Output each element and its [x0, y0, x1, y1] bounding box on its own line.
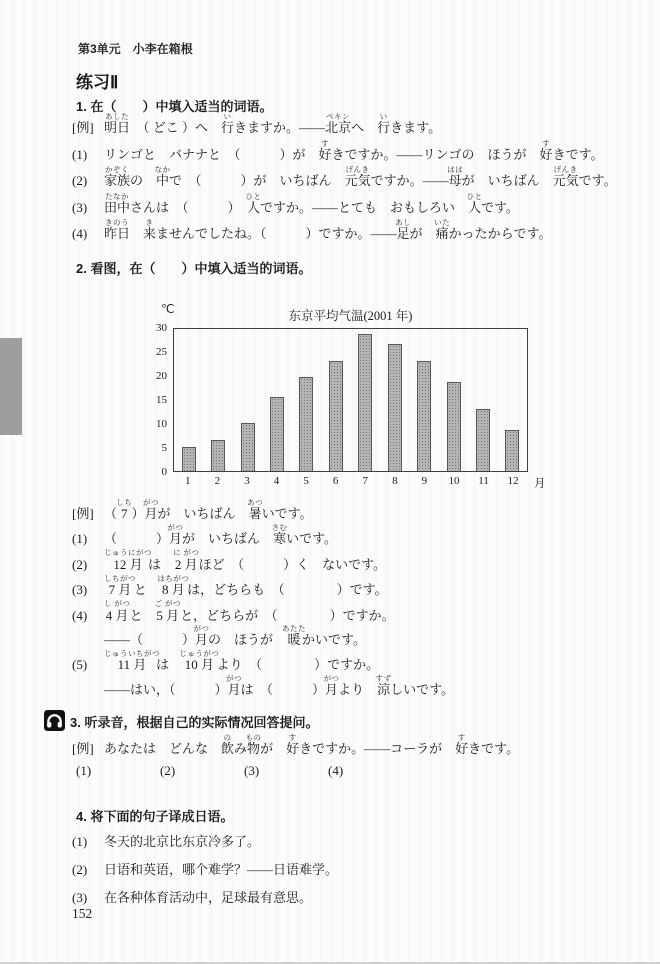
y-tick-label: 10 [156, 418, 167, 430]
bar-month-2 [211, 440, 225, 471]
chart-bar-slot [409, 329, 438, 471]
exercise-line: ——（ ）月がつの ほうが 暖あたたかいです。 [104, 623, 366, 647]
answer-slot: (1) [76, 763, 92, 778]
exercise4-lines [72, 828, 338, 912]
exercise-line: (2) 12 月じゅうにがつは 2 月に がつほど （ ）く ないです。 [72, 548, 454, 573]
chart-bar-slot [292, 329, 321, 471]
line-label: [例] [72, 120, 94, 135]
ruby-word: 7しち [116, 498, 133, 521]
ruby-word: 母はは [447, 165, 464, 188]
line-label: (2) [72, 862, 88, 877]
ruby-word: 来き [143, 218, 157, 241]
chart-title: 东京平均气温(2001 年) [288, 309, 413, 323]
exercise1-lines [72, 112, 617, 245]
exercise1-heading: 1. 在（ ）中填入适当的词语。 [76, 99, 273, 114]
ruby-word: 暖あたた [282, 623, 307, 647]
chart-plot [173, 328, 528, 472]
line-label: (5) [72, 657, 88, 673]
ruby-word: 4 月し がつ [104, 598, 131, 623]
ruby-word: 2 月に がつ [173, 548, 200, 573]
exercise-line: (4) 4 月し がつと 5 月ご がつと，どちらが （ ）ですか。 [72, 599, 454, 624]
exercise-line: [例] 明日あした （ どこ ）へ 行いきますか。——北京ペキンへ 行いきます。 [72, 112, 617, 139]
x-tick-label: 5 [303, 475, 309, 487]
ruby-word: 家族かぞく [104, 165, 131, 188]
line-label: (3) [72, 199, 88, 215]
exercise-line: (3) 在各种体育活动中，足球最有意思。 [72, 884, 338, 912]
bar-month-5 [299, 377, 313, 471]
ruby-word: 暑あつ [247, 498, 264, 521]
exercise-line: (2) 日语和英语，哪个难学？——日语难学。 [72, 856, 338, 884]
bar-month-4 [270, 397, 284, 471]
ruby-word: 好す [539, 138, 553, 162]
chart-bar-slot [351, 329, 380, 471]
ruby-word: 人ひと [245, 191, 262, 215]
ruby-word: 飲の [221, 733, 235, 756]
bar-month-3 [241, 423, 255, 471]
ruby-word: 昨日きのう [104, 218, 131, 241]
ruby-word: 月がつ [143, 498, 160, 521]
ruby-word: 涼すず [375, 674, 392, 698]
page-edge-tab [0, 338, 22, 435]
ruby-word: 足あし [395, 218, 412, 241]
chart-bar-slot [321, 329, 350, 471]
ruby-word: 物もの [245, 733, 262, 756]
chart-bar-slot [468, 329, 497, 471]
page-number: 152 [72, 906, 93, 921]
chart-bar-slot [380, 329, 409, 471]
answer-slot: (3) [244, 763, 260, 778]
answer-slot: (2) [160, 763, 176, 778]
exercise3-heading: 3. 听录音，根据自己的实际情况回答提问。 [70, 715, 319, 730]
bar-month-6 [329, 361, 343, 471]
bar-month-10 [447, 382, 461, 471]
ruby-word: 月がつ [226, 674, 243, 698]
y-tick-label: 20 [156, 370, 167, 382]
line-label: (3) [72, 581, 88, 597]
ruby-word: 元気げんき [344, 165, 371, 188]
unit-header: 第3单元 小李在箱根 [78, 42, 193, 56]
ruby-word: 北京ペキン [325, 112, 352, 135]
ruby-word: 中なか [154, 165, 171, 188]
ruby-word: 12 月じゅうにがつ [104, 548, 152, 573]
ruby-word: 月がつ [167, 523, 184, 547]
exercise-line: (1) 冬天的北京比东京冷多了。 [72, 828, 338, 856]
chart-bar-slot [174, 329, 203, 471]
chart-bar-slot [262, 329, 291, 471]
exercise3-answer-slots [76, 763, 412, 779]
exercise-line: ——はい，（ ）月がつは （ ）月がつより 涼すずしいです。 [104, 674, 455, 698]
ruby-word: 月がつ [323, 674, 340, 698]
exercise4-heading: 4. 将下面的句子译成日语。 [76, 809, 234, 824]
ruby-word: 7 月しちがつ [104, 573, 136, 597]
y-tick-label: 30 [156, 322, 167, 334]
line-label: [例] [72, 506, 94, 521]
line-label: (4) [72, 226, 88, 241]
exercise-line: (3) 7 月しちがつと 8 月はちがつは，どちらも （ ）です。 [72, 574, 454, 599]
x-tick-label: 3 [244, 475, 250, 487]
exercise-line: (1) （ ）月がつが いちばん 寒さむいです。 [72, 523, 454, 548]
line-label: [例] [72, 741, 94, 756]
y-tick-label: 0 [161, 466, 167, 478]
exercise3-lines [72, 733, 519, 759]
line-label: (1) [72, 531, 88, 547]
bar-month-1 [182, 447, 196, 471]
line-label: (1) [72, 834, 88, 849]
chart-bar-slot [233, 329, 262, 471]
ruby-word: 人ひと [466, 191, 483, 215]
bar-month-12 [505, 430, 519, 471]
ruby-word: 5 月ご がつ [154, 598, 181, 623]
x-tick-label: 6 [332, 475, 339, 487]
y-tick-label: 15 [156, 394, 167, 406]
ruby-word: 好す [286, 733, 300, 756]
ruby-word: 月がつ [193, 623, 210, 647]
bar-month-7 [358, 334, 372, 471]
exercise-line: [例] （ 7しち ）月がつが いちばん 暑あついです。 [72, 498, 454, 523]
x-tick-label: 8 [392, 475, 398, 487]
x-tick-label: 10 [448, 475, 460, 487]
headphone-icon [44, 710, 65, 731]
exercise2-heading: 2. 看图，在（ ）中填入适当的词语。 [76, 261, 312, 276]
ruby-word: 10 月じゅうがつ [179, 649, 220, 673]
ruby-word: 11 月じゅういちがつ [104, 649, 160, 673]
ruby-word: 明日あした [104, 112, 131, 135]
chart-unit-label: ℃ [161, 302, 175, 316]
chart-bar-slot [498, 329, 527, 471]
chart-x-unit-label: 月 [534, 478, 546, 490]
ruby-word: 元気げんき [552, 165, 579, 188]
line-label: (4) [72, 607, 88, 623]
section-title: 练习Ⅱ [76, 73, 119, 92]
y-tick-label: 5 [161, 442, 167, 454]
x-tick-label: 4 [273, 475, 280, 487]
chart [135, 299, 555, 497]
x-tick-label: 9 [421, 475, 428, 487]
bar-month-9 [417, 361, 431, 471]
exercise-line: (3) 田中たなかさんは （ ） 人ひとですか。——とても おもしろい 人ひとです。 [72, 192, 617, 219]
ruby-word: 痛いた [434, 218, 451, 241]
y-tick-label: 25 [156, 346, 167, 358]
exercise2-lines [72, 498, 454, 700]
answer-slot: (4) [328, 763, 344, 778]
ruby-word: 田中たなか [104, 191, 131, 215]
ruby-word: 寒さむ [271, 523, 288, 547]
exercise-line: (1) リンゴと バナナと （ ）が 好すきですか。——リンゴの ほうが 好すきです。 [72, 139, 617, 166]
chart-bar-slot [439, 329, 468, 471]
ruby-word: 行い [377, 112, 391, 135]
exercise-line: [例] あなたは どんな 飲のみ物ものが 好すきですか。——コーラが 好すきです。 [72, 733, 519, 759]
chart-bar-slot [203, 329, 232, 471]
line-label: (1) [72, 146, 88, 162]
exercise-line: (2) 家族かぞくの 中なかで （ ）が いちばん 元気げんきですか。——母ははが いちばん 元気げんきです。 [72, 165, 617, 192]
exercise-line: (4) 昨日きのう 来きませんでしたね。（ ）ですか。——足あしが 痛いたかったからです。 [72, 218, 617, 245]
chart-y-labels [135, 299, 167, 497]
bar-month-11 [476, 409, 490, 471]
exercise-line: (5) 11 月じゅういちがつは 10 月じゅうがつより （ ）ですか。 [72, 649, 454, 674]
ruby-word: 好す [318, 138, 332, 162]
line-label: (2) [72, 557, 88, 573]
line-label: (2) [72, 173, 88, 188]
chart-x-labels [173, 475, 528, 487]
x-tick-label: 7 [362, 475, 368, 487]
ruby-word: 好す [455, 733, 469, 756]
ruby-word: 8 月はちがつ [157, 573, 190, 597]
x-tick-label: 1 [185, 475, 191, 487]
bar-month-8 [388, 344, 402, 471]
x-tick-label: 12 [507, 475, 519, 487]
line-label: (3) [72, 890, 88, 905]
ruby-word: 行い [221, 112, 235, 135]
x-tick-label: 2 [214, 475, 221, 487]
x-tick-label: 11 [478, 475, 489, 487]
